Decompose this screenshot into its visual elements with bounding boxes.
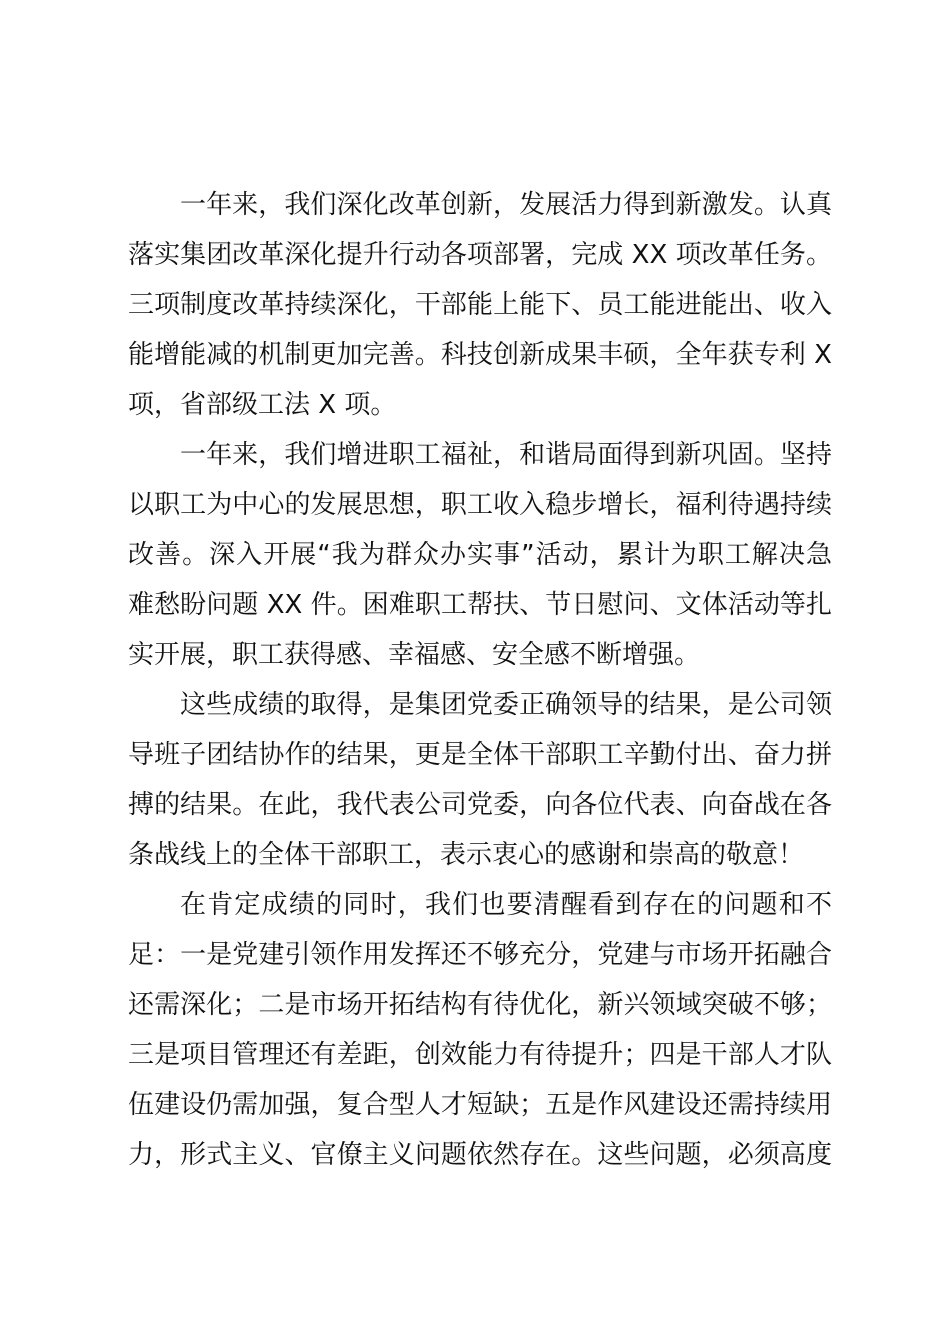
text-line: 落实集团改革深化提升行动各项部署，完成 XX 项改革任务。 — [128, 240, 832, 270]
paragraph — [128, 180, 832, 430]
text-line: 三项制度改革持续深化，干部能上能下、员工能进能出、收入 — [128, 290, 832, 320]
text-line: 以职工为中心的发展思想，职工收入稳步增长，福利待遇持续 — [128, 490, 832, 520]
text-line: 难愁盼问题 XX 件。困难职工帮扶、节日慰问、文体活动等扎 — [128, 590, 832, 620]
text-line: 伍建设仍需加强，复合型人才短缺；五是作风建设还需持续用 — [128, 1090, 832, 1120]
text-line: 项，省部级工法 X 项。 — [128, 390, 397, 420]
text-line: 一年来，我们深化改革创新，发展活力得到新激发。认真 — [180, 190, 832, 220]
text-line: 实开展，职工获得感、幸福感、安全感不断增强。 — [128, 640, 701, 670]
text-line: 一年来，我们增进职工福祉，和谐局面得到新巩固。坚持 — [180, 440, 832, 470]
paragraph — [128, 680, 832, 880]
text-line: 能增能减的机制更加完善。科技创新成果丰硕，全年获专利 X — [128, 340, 832, 370]
text-line: 在肯定成绩的同时，我们也要清醒看到存在的问题和不 — [180, 890, 832, 920]
text-line: 导班子团结协作的结果，更是全体干部职工辛勤付出、奋力拼 — [128, 740, 832, 770]
text-line: 足：一是党建引领作用发挥还不够充分，党建与市场开拓融合 — [128, 940, 832, 970]
paragraph — [128, 880, 832, 1180]
paragraph — [128, 430, 832, 680]
text-line: 搏的结果。在此，我代表公司党委，向各位代表、向奋战在各 — [128, 790, 832, 820]
text-line: 改善。深入开展“我为群众办实事”活动，累计为职工解决急 — [128, 540, 832, 570]
text-line: 三是项目管理还有差距，创效能力有待提升；四是干部人才队 — [128, 1040, 832, 1070]
text-line: 力，形式主义、官僚主义问题依然存在。这些问题，必须高度 — [128, 1140, 832, 1170]
document-page — [128, 180, 832, 1180]
text-line: 这些成绩的取得，是集团党委正确领导的结果，是公司领 — [180, 690, 832, 720]
text-line: 还需深化；二是市场开拓结构有待优化，新兴领域突破不够； — [128, 990, 832, 1020]
text-line: 条战线上的全体干部职工，表示衷心的感谢和崇高的敬意！ — [128, 840, 805, 870]
